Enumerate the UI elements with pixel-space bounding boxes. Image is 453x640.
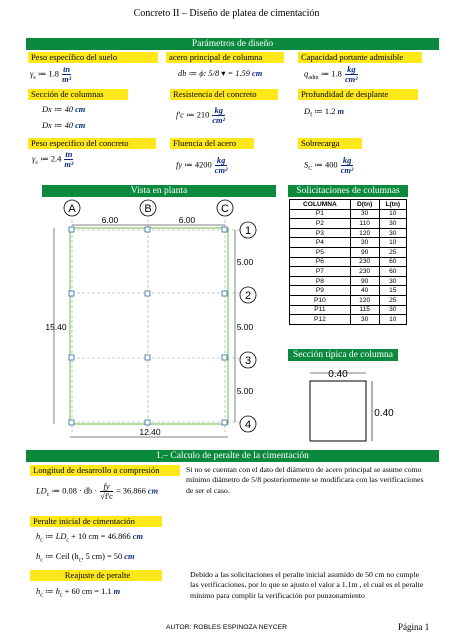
depth-label: Profundidad de desplante [298,89,418,100]
table-cell: 30 [379,219,406,229]
soil-weight-label: Peso específico del suelo [28,52,158,63]
table-cell: 120 [350,295,379,305]
table-row [290,257,407,267]
col-header: COLUMNA [290,200,351,210]
table-cell: 30 [379,228,406,238]
column-section-square [310,381,366,441]
footer-author: AUTOR: ROBLES ESPINOZA NEYCER [165,624,288,631]
table-cell: 30 [379,276,406,286]
axis-label-c: C [221,203,229,215]
column-dx-2: Dx ≔ 40 cm [42,121,86,130]
axis-label-b: B [144,203,152,215]
table-row [290,295,407,305]
concrete-weight-formula: $\gamma_c$ ≔ 2.4 $\frac{tn}{\text{m³}}$ [32,150,74,169]
table-cell: P7 [290,267,351,277]
table-cell: P10 [290,295,351,305]
table-cell: P4 [290,238,351,248]
h-label: Peralte inicial de cimentación [30,516,162,527]
table-cell: 90 [350,276,379,286]
table-cell: 230 [350,267,379,277]
col-header: L(tn) [379,200,406,210]
steel-formula[interactable]: db ≔ ϕ: 5/8 ▾ = 1.59 cm [178,69,263,78]
depth-formula: $D_f$ ≔ 1.2 m [304,107,344,119]
plan-band: Vista en planta [42,185,276,197]
concrete-strength-label: Resistencia del concreto [170,89,278,100]
table-cell: P8 [290,276,351,286]
ld-label: Longitud de desarrollo a compresión [30,465,180,476]
table-row [290,247,407,257]
page-title: Concreto II – Diseño de platea de cimentación [133,8,320,19]
table-cell: P9 [290,286,351,296]
calc-band: 1.– Calculo de peralte de la cimentación [26,450,439,462]
dim-right-2: 5.00 [236,322,254,332]
table-row [290,315,407,325]
table-cell: P2 [290,219,351,229]
table-cell: 115 [350,305,379,315]
table-cell: 230 [350,257,379,267]
table-cell: P11 [290,305,351,315]
table-cell: P6 [290,257,351,267]
table-cell: 30 [379,305,406,315]
table-cell: P3 [290,228,351,238]
table-cell: 40 [350,286,379,296]
params-band: Parámetros de diseño [26,38,439,50]
table-cell: 15 [379,286,406,296]
section-drawing [288,363,418,448]
table-row [290,209,407,219]
table-cell: 30 [350,209,379,219]
section-band: Sección típica de columna [288,349,398,361]
axis-label-2: 2 [244,290,252,302]
h1-formula: $h_c$ ≔ $LD_c + 10$ cm = 46.866 cm [36,532,143,544]
steel-yield-label: Fluencia del acero [170,138,254,149]
concrete-weight-label: Peso especifico del concreto [28,138,156,149]
table-cell: 10 [379,315,406,325]
table-row [290,228,407,238]
dim-top-2: 6.00 [178,215,196,225]
axis-label-4: 4 [244,419,252,431]
dim-left: 15.40 [45,322,67,332]
table-row [290,286,407,296]
table-row [290,305,407,315]
dim-top-1: 6.00 [101,215,119,225]
slab-outline [70,228,228,424]
page-number: Página 1 [398,622,430,632]
dim-bottom: 12.40 [139,427,161,437]
table-cell: 30 [350,238,379,248]
bearing-label: Capacidad portante admisible [298,52,422,63]
axis-label-1: 1 [244,225,252,237]
table-cell: P12 [290,315,351,325]
section-height: 0.40 [374,408,394,419]
table-cell: 30 [350,315,379,325]
table-cell: 10 [379,209,406,219]
loads-table [289,199,407,325]
adj-label: Reajuste de peralte [30,570,162,581]
dim-right-3: 5.00 [236,386,254,396]
table-cell: P1 [290,209,351,219]
column-section-label: Sección de columnas [28,89,128,100]
axis-label-a: A [68,203,76,215]
ld-note: Si no se cuentan con el dato del diámetro de acero principal se asume como mínimo diámetro de 5/8 posteriormente se modificara con las verificaciones de ser el caso. [186,465,424,495]
ld-formula: $LD_c$ ≔ 0.08 · db · $\frac{fy}{√f'c}$ = 36.866 cm [36,482,159,501]
bearing-formula: $q_{adm}$ ≔ 1.8 $\frac{kg}{\text{cm²}}$ [304,65,358,84]
dim-right-1: 5.00 [236,257,254,267]
table-cell: 110 [350,219,379,229]
table-row [290,238,407,248]
table-cell: 120 [350,228,379,238]
table-cell: 60 [379,257,406,267]
table-cell: 25 [379,247,406,257]
soil-weight-formula: $\gamma_s$ ≔ 1.8 $\frac{tn}{\text{m³}}$ [30,65,72,84]
steel-label: acero principal de columna [166,52,284,63]
plan-drawing [30,198,280,443]
steel-yield-formula: fy ≔ 4200 $\frac{kg}{\text{cm²}}$ [176,156,228,175]
table-row [290,276,407,286]
surcharge-formula: $S_C$ ≔ 400 $\frac{kg}{\text{cm²}}$ [304,156,354,175]
table-row [290,219,407,229]
table-cell: 60 [379,267,406,277]
axis-label-3: 3 [244,355,252,367]
h2-formula: $h_c$ ≔ Ceil ($h_c$, 5 cm) = 50 cm [36,552,135,564]
table-cell: P5 [290,247,351,257]
adj-note: Debido a las solicitaciones el peralte inicial asumido de 50 cm no cumple las verificaciones, por lo que se ajusto el valor a 1.1m , el cual es el peralte mínimo para cumplir la verificación por punzonamiento [190,570,424,600]
surcharge-label: Sobrecarga [298,138,362,149]
table-row [290,267,407,277]
table-cell: 90 [350,247,379,257]
section-width: 0.40 [328,369,348,380]
concrete-strength-formula: f'c ≔ 210 $\frac{kg}{\text{cm²}}$ [176,106,226,125]
loads-band: Solicitaciones de columnas [288,185,408,197]
column-dx-1: Dx ≔ 40 cm [42,105,86,114]
table-cell: 10 [379,238,406,248]
table-cell: 25 [379,295,406,305]
h3-formula: $h_c$ ≔ $h_c + 60$ cm = 1.1 m [36,587,121,599]
col-header: D(tn) [350,200,379,210]
